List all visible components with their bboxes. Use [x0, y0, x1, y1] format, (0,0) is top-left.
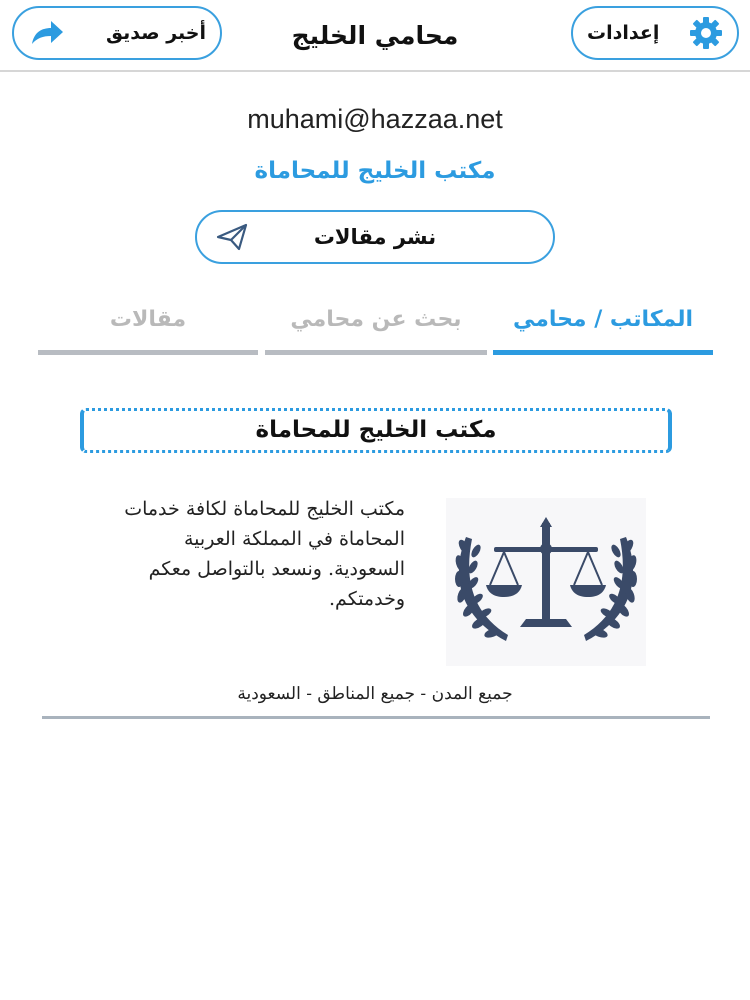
top-bar: [0, 0, 750, 72]
tab-articles[interactable]: [38, 300, 258, 355]
tab-active-indicator: [493, 350, 713, 355]
tab-label: بحث عن محامي: [290, 307, 462, 332]
office-name-heading: مكتب الخليج للمحاماة: [254, 158, 496, 184]
share-button[interactable]: [12, 6, 222, 60]
gear-icon: [689, 16, 723, 50]
publish-articles-button[interactable]: [195, 210, 555, 264]
settings-button[interactable]: [571, 6, 739, 60]
office-card-title[interactable]: مكتب الخليج للمحاماة: [80, 408, 672, 453]
send-icon: [215, 222, 249, 252]
tab-offices-lawyer[interactable]: [493, 300, 713, 355]
tab-label: مقالات: [109, 307, 187, 332]
share-button-label: أخبر صديق: [106, 22, 206, 44]
scales-of-justice-icon: [446, 507, 646, 657]
card-divider: [42, 716, 710, 719]
page-title: محامي الخليج: [291, 21, 459, 50]
tab-indicator: [265, 350, 487, 355]
publish-articles-label: نشر مقالات: [313, 225, 437, 249]
share-arrow-icon: [28, 18, 66, 48]
settings-button-label: إعدادات: [587, 22, 660, 44]
tab-search-lawyer[interactable]: [265, 300, 487, 355]
tab-label: المكاتب / محامي: [512, 307, 694, 332]
office-location: جميع المدن - جميع المناطق - السعودية: [237, 684, 513, 704]
tab-indicator: [38, 350, 258, 355]
office-logo: [446, 498, 646, 666]
office-email[interactable]: muhami@hazzaa.net: [247, 104, 503, 134]
office-description: مكتب الخليج للمحاماة لكافة خدمات المحاماة في المملكة العربية السعودية. ونسعد بالتواصل معكم وخدمتكم.: [124, 498, 405, 610]
